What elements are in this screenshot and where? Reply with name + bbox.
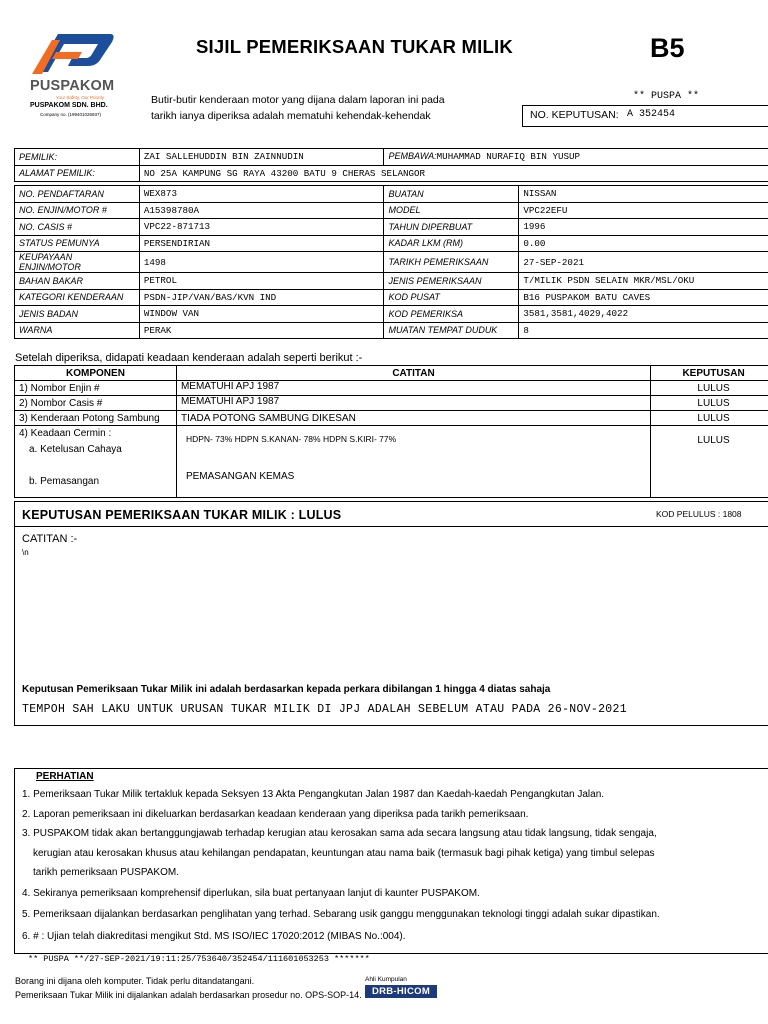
dasar-statement: Keputusan Pemeriksaan Tukar Milik ini adalah berdasarkan kepada perkara dibilangan 1 hingga 4 diatas sahaja <box>22 684 551 695</box>
table-row <box>15 202 768 219</box>
catitan-cell: MEMATUHI APJ 1987 <box>176 381 650 396</box>
notice-item: 2. Laporan pemeriksaan ini dikeluarkan berdasarkan keadaan kenderaan yang diperiksa pada tarikh pemeriksaan. <box>22 809 529 820</box>
table-row <box>15 289 768 306</box>
footer-line-2: Pemeriksaan Tukar Milik ini dijalankan adalah berdasarkan prosedur no. OPS-SOP-14. <box>15 990 362 1000</box>
notice-item: 4. Sekiranya pemeriksaan komprehensif diperlukan, sila buat pertanyaan lanjut di kaunter PUSPAKOM. <box>22 888 480 899</box>
cermin-a-label: a. Ketelusan Cahaya <box>29 444 122 455</box>
notice-item: 5. Pemeriksaan dijalankan berdasarkan penglihatan yang terhad. Sebarang usik ganggu menggunakan teknologi tinggi adalah sukar dipastikan. <box>22 909 660 920</box>
field-value: PERSENDIRIAN <box>139 235 384 252</box>
field-label: JENIS BADAN <box>15 306 140 323</box>
cermin-keputusan-cell <box>651 426 768 498</box>
cermin-a-catitan: HDPN- 73% HDPN S.KANAN- 78% HDPN S.KIRI- 77% <box>185 434 397 444</box>
field-label: NO. PENDAFTARAN <box>15 186 140 203</box>
field-label: BAHAN BAKAR <box>15 273 140 290</box>
cermin-b-catitan: PEMASANGAN KEMAS <box>185 471 295 482</box>
field-label: BUATAN <box>384 186 519 203</box>
catitan-cell: MEMATUHI APJ 1987 <box>176 396 650 411</box>
field-value: T/MILIK PSDN SELAIN MKR/MSL/OKU <box>519 273 768 290</box>
kod-pelulus: KOD PELULUS : 1808 <box>656 509 742 519</box>
field-label: KATEGORI KENDERAAN <box>15 289 140 306</box>
form-code: B5 <box>650 33 685 63</box>
table-row <box>15 252 768 273</box>
table-row <box>15 186 768 203</box>
pembawa-cell <box>384 149 768 166</box>
intro-line-2: tarikh ianya diperiksa adalah mematuhi kehendak-kehendak <box>151 110 431 122</box>
catitan-note: \n <box>22 548 29 557</box>
table-row <box>15 396 768 411</box>
company-number: Company no. (199401026937) <box>40 112 102 117</box>
cermin-a-keputusan: LULUS <box>697 435 730 446</box>
cermin-label: 4) Keadaan Cermin : <box>19 428 112 439</box>
table-row <box>15 322 768 339</box>
notice-item: kerugian atau kerosakan khusus atau kehilangan pendapatan, keuntungan atau nama baik (termasuk bagi pihak ketiga) yang timbul selepas <box>33 848 655 859</box>
pemilik-label: PEMILIK: <box>15 149 140 166</box>
field-value: 0.00 <box>519 235 768 252</box>
puspa-mark: ** PUSPA ** <box>633 91 700 102</box>
field-value: 8 <box>519 322 768 339</box>
field-value: VPC22EFU <box>519 202 768 219</box>
cermin-row <box>15 426 768 498</box>
keputusan-cell: LULUS <box>651 396 768 411</box>
table-row <box>15 219 768 236</box>
catitan-label: CATITAN :- <box>22 533 78 545</box>
puspakom-logo <box>28 28 118 118</box>
table-row <box>15 273 768 290</box>
puspakom-logo-mark <box>28 28 118 78</box>
cermin-catitan-cell <box>176 426 650 498</box>
komponen-cell: 3) Kenderaan Potong Sambung <box>15 411 177 426</box>
field-label: KOD PUSAT <box>384 289 519 306</box>
field-label: WARNA <box>15 322 140 339</box>
field-value: B16 PUSPAKOM BATU CAVES <box>519 289 768 306</box>
table-row <box>15 306 768 323</box>
alamat-label: ALAMAT PEMILIK: <box>15 165 140 182</box>
field-label: MODEL <box>384 202 519 219</box>
notice-item: 1. Pemeriksaan Tukar Milik tertakluk kepada Seksyen 13 Akta Pengangkutan Jalan 1987 dan Kaedah-kaedah Pengangkutan Jalan. <box>22 789 605 800</box>
col-komponen: KOMPONEN <box>15 366 177 381</box>
field-label: TAHUN DIPERBUAT <box>384 219 519 236</box>
field-value: 1996 <box>519 219 768 236</box>
field-label: JENIS PEMERIKSAAN <box>384 273 519 290</box>
field-value: WEX873 <box>139 186 384 203</box>
footer-line-1: Borang ini dijana oleh komputer. Tidak perlu ditandatangani. <box>15 976 255 986</box>
validity-statement: TEMPOH SAH LAKU UNTUK URUSAN TUKAR MILIK DI JPJ ADALAH SEBELUM ATAU PADA 26-NOV-2021 <box>22 703 627 716</box>
field-label: KOD PEMERIKSA <box>384 306 519 323</box>
ahli-kumpulan-label: Ahli Kumpulan <box>365 976 407 983</box>
inspection-intro: Setelah diperiksa, didapati keadaan kenderaan adalah seperti berikut :- <box>15 352 363 364</box>
field-label: NO. CASIS # <box>15 219 140 236</box>
alamat-row <box>15 165 768 182</box>
field-value: 27-SEP-2021 <box>519 252 768 273</box>
pembawa-label: PEMBAWA: <box>388 151 437 162</box>
keputusan-cell: LULUS <box>651 381 768 396</box>
field-value: VPC22-871713 <box>139 219 384 236</box>
field-label: MUATAN TEMPAT DUDUK <box>384 322 519 339</box>
field-value: PETROL <box>139 273 384 290</box>
component-table <box>14 365 768 498</box>
logo-wordmark: PUSPAKOM <box>30 78 115 94</box>
keputusan-cell: LULUS <box>651 411 768 426</box>
table-row <box>15 381 768 396</box>
component-header-row <box>15 366 768 381</box>
keputusan-label: NO. KEPUTUSAN: <box>530 109 619 121</box>
field-value: NISSAN <box>519 186 768 203</box>
page-title: SIJIL PEMERIKSAAN TUKAR MILIK <box>196 36 513 57</box>
field-value: A15398780A <box>139 202 384 219</box>
result-box <box>14 501 768 726</box>
divider <box>15 526 768 527</box>
reference-line: ** PUSPA **/27-SEP-2021/19:11:25/753640/352454/111601053253 ******* <box>28 954 370 964</box>
field-value: WINDOW VAN <box>139 306 384 323</box>
owner-row <box>15 149 768 166</box>
perhatian-box <box>14 768 768 954</box>
komponen-cell: 2) Nombor Casis # <box>15 396 177 411</box>
perhatian-title: PERHATIAN <box>36 771 94 782</box>
notice-item: 6. # : Ujian telah diakreditasi mengikut Std. MS ISO/IEC 17020:2012 (MIBAS No.:004). <box>22 931 406 942</box>
logo-tagline: Your Safety, Our Priority <box>56 95 105 100</box>
table-row <box>15 235 768 252</box>
notice-item: 3. PUSPAKOM tidak akan bertanggungjawab terhadap kerugian atau kerosakan sama ada secara langsung atau tidak langsung, tidak sengaja, <box>22 828 657 839</box>
keputusan-value: A 352454 <box>627 109 676 120</box>
field-label: NO. ENJIN/MOTOR # <box>15 202 140 219</box>
field-value: 3581,3581,4029,4022 <box>519 306 768 323</box>
field-value: 1498 <box>139 252 384 273</box>
field-label: TARIKH PEMERIKSAAN <box>384 252 519 273</box>
col-catitan: CATITAN <box>176 366 650 381</box>
field-value: PSDN-JIP/VAN/BAS/KVN IND <box>139 289 384 306</box>
alamat-value: NO 25A KAMPUNG SG RAYA 43200 BATU 9 CHERAS SELANGOR <box>139 165 768 182</box>
table-row <box>15 411 768 426</box>
cermin-b-label: b. Pemasangan <box>29 476 100 487</box>
field-label: KADAR LKM (RM) <box>384 235 519 252</box>
field-label: STATUS PEMUNYA <box>15 235 140 252</box>
field-label: KEUPAYAAN ENJIN/MOTOR <box>15 252 140 273</box>
drb-hicom-logo: DRB-HICOM <box>365 985 437 998</box>
result-title: KEPUTUSAN PEMERIKSAAN TUKAR MILIK : LULUS <box>22 508 342 522</box>
company-name: PUSPAKOM SDN. BHD. <box>30 102 108 109</box>
notice-item: tarikh pemeriksaan PUSPAKOM. <box>33 867 179 878</box>
cermin-komponen-cell <box>15 426 177 498</box>
keputusan-number-box <box>522 105 768 127</box>
col-keputusan: KEPUTUSAN <box>651 366 768 381</box>
field-value: PERAK <box>139 322 384 339</box>
vehicle-info-table <box>14 148 768 339</box>
pembawa-value: MUHAMMAD NURAFIQ BIN YUSUP <box>436 151 581 163</box>
intro-text <box>151 92 461 124</box>
komponen-cell: 1) Nombor Enjin # <box>15 381 177 396</box>
intro-line-1: Butir-butir kenderaan motor yang dijana dalam laporan ini pada <box>151 94 445 106</box>
catitan-cell: TIADA POTONG SAMBUNG DIKESAN <box>176 411 650 426</box>
pemilik-value: ZAI SALLEHUDDIN BIN ZAINNUDIN <box>139 149 384 166</box>
